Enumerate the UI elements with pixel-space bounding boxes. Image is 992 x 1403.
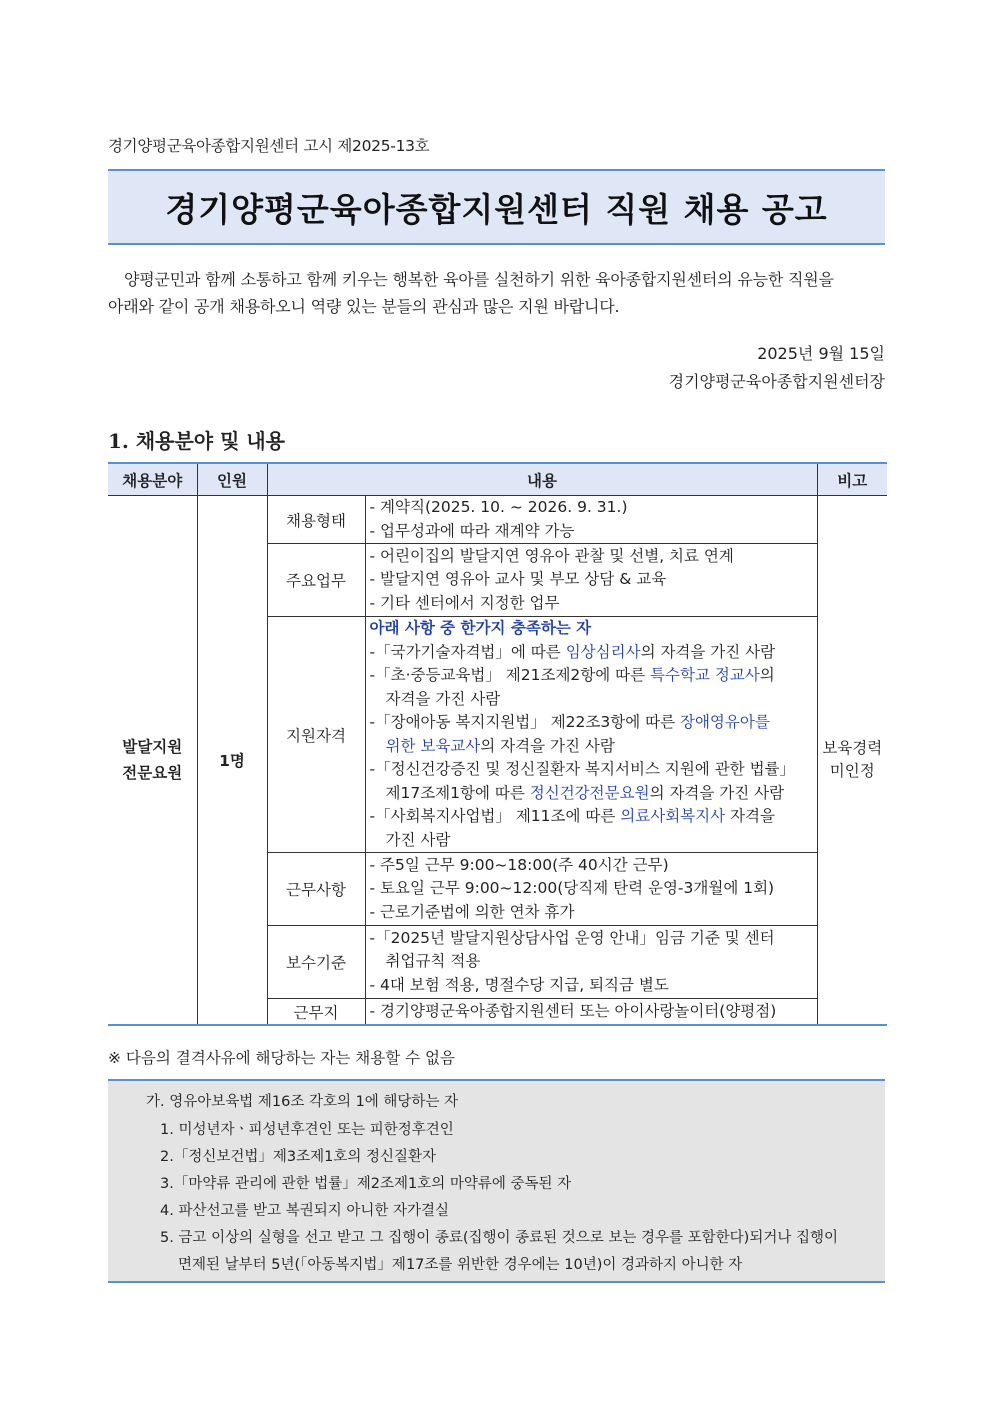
q3-highlight: 장애영유아를 — [679, 713, 770, 731]
q5-text-end: 자격을 — [725, 807, 775, 825]
q3-continuation — [370, 735, 813, 759]
q2-continuation: 자격을 가진 사람 — [385, 689, 501, 708]
intro-line-1: 양평군민과 함께 소통하고 함께 키우는 행복한 육아를 실천하기 위한 육아종합지원센터의 유능한 직원을 — [124, 270, 834, 289]
disqualification-list — [160, 1117, 875, 1279]
list-item-continuation: 면제된 날부터 5년(「아동복지법」제17조를 위반한 경우에는 10년)이 경과하지 아니한 자 — [178, 1257, 743, 1273]
list-item: 1. 미성년자ㆍ피성년후견인 또는 피한정후견인 — [160, 1122, 454, 1138]
label-qualification: 지원자격 — [267, 617, 365, 853]
list-item — [370, 805, 813, 829]
list-item: -「정신건강증진 및 정신질환자 복지서비스 지원에 관한 법률」 — [369, 760, 796, 778]
list-item: - 기타 센터에서 지정한 업무 — [369, 593, 560, 612]
list-item: - 계약직(2025. 10. ~ 2026. 9. 31.) — [369, 498, 628, 516]
q5-text: -「사회복지사업법」 제11조에 따른 — [369, 807, 621, 825]
q4-continuation — [370, 782, 813, 806]
content-working-conditions — [365, 853, 817, 926]
persons-cell: 1명 — [197, 496, 267, 1026]
q3-highlight-cont: 위한 보육교사 — [385, 736, 481, 755]
list-item: - 토요일 근무 9:00~12:00(당직제 탄력 운영-3개월에 1회) — [369, 879, 775, 898]
q1-text-end: 의 자격을 가진 사람 — [640, 642, 776, 661]
header-field: 채용분야 — [108, 463, 197, 496]
list-item — [370, 664, 813, 688]
q4-highlight: 정신건강전문요원 — [529, 783, 650, 802]
q5-continuation: 가진 사람 — [385, 830, 451, 849]
pay-continuation: 취업규칙 적용 — [385, 952, 481, 971]
q1-text: -「국가기술자격법」에 따른 — [369, 642, 566, 661]
label-workplace: 근무지 — [267, 999, 365, 1026]
title-banner — [108, 169, 885, 245]
content-employment-type — [365, 496, 817, 544]
list-item: - 발달지연 영유아 교사 및 부모 상담 & 교육 — [369, 570, 667, 589]
content-pay — [365, 926, 817, 999]
list-item: - 경기양평군육아종합지원센터 또는 아이사랑놀이터(양평점) — [369, 1001, 777, 1020]
page-title: 경기양평군육아종합지원센터 직원 채용 공고 — [165, 189, 828, 229]
content-qualification — [365, 617, 817, 853]
list-item: 2.「정신보건법」제3조제1호의 정신질환자 — [160, 1149, 436, 1165]
list-item: - 4대 보험 적용, 명절수당 지급, 퇴직금 별도 — [369, 975, 669, 994]
list-item — [370, 641, 813, 665]
disqualification-box — [108, 1079, 885, 1283]
q2-text-end: 의 — [759, 666, 775, 684]
list-item: 5. 금고 이상의 실형을 선고 받고 그 집행이 종료(집행이 종료된 것으로 보는 경우를 포함한다)되거나 집행이 — [160, 1230, 838, 1246]
notice-number: 경기양평군육아종합지원센터 고시 제2025-13호 — [108, 137, 430, 155]
label-employment-type: 채용형태 — [267, 496, 365, 544]
intro-paragraph — [108, 266, 886, 320]
q1-highlight: 임상심리사 — [565, 642, 641, 661]
section-heading: 1. 채용분야 및 내용 — [108, 429, 286, 453]
issuer: 경기양평군육아종합지원센터장 — [668, 372, 885, 391]
q2-text: -「초·중등교육법」 제21조제2항에 따른 — [369, 666, 651, 684]
content-main-duties — [365, 544, 817, 617]
list-item: - 근로기준법에 의한 연차 휴가 — [369, 902, 575, 921]
disqualification-note: ※ 다음의 결격사유에 해당하는 자는 채용할 수 없음 — [108, 1049, 455, 1067]
field-cell — [108, 496, 197, 1026]
q3-text-end: 의 자격을 가진 사람 — [480, 736, 615, 755]
q5-highlight: 의료사회복지사 — [620, 807, 726, 825]
notice-date: 2025년 9월 15일 — [757, 344, 885, 363]
list-item: -「2025년 발달지원상담사업 운영 안내」임금 기준 및 센터 — [369, 928, 775, 947]
remark-cell — [817, 496, 887, 1026]
list-item: - 어린이집의 발달지연 영유아 관찰 및 선별, 치료 연계 — [369, 546, 734, 565]
header-content: 내용 — [267, 463, 817, 496]
q3-text: -「장애아동 복지지원법」 제22조3항에 따른 — [369, 713, 680, 731]
list-item — [370, 711, 813, 735]
q4-text-end: 의 자격을 가진 사람 — [649, 783, 785, 802]
content-workplace — [365, 999, 817, 1026]
list-item: 3.「마약류 관리에 관한 법률」제2조제1호의 마약류에 중독된 자 — [160, 1176, 572, 1192]
recruitment-table — [108, 462, 887, 1026]
list-item: 4. 파산선고를 받고 복권되지 아니한 자가결실 — [160, 1203, 450, 1219]
remark-line2: 미인정 — [829, 762, 875, 780]
q4-text: 제17조제1항에 따른 — [385, 783, 530, 802]
label-main-duties: 주요업무 — [267, 544, 365, 617]
label-pay: 보수기준 — [267, 926, 365, 999]
list-item: - 주5일 근무 9:00~18:00(주 40시간 근무) — [369, 855, 669, 874]
table-row — [108, 496, 887, 544]
disqualification-heading: 가. 영유아보육법 제16조 각호의 1에 해당하는 자 — [146, 1094, 459, 1110]
header-persons: 인원 — [197, 463, 267, 496]
intro-line-2: 아래와 같이 공개 채용하오니 역량 있는 분들의 관심과 많은 지원 바랍니다. — [108, 297, 620, 316]
remark-line1: 보육경력 — [822, 738, 883, 757]
qualification-lead: 아래 사항 중 한가지 충족하는 자 — [369, 619, 592, 637]
list-item: - 업무성과에 따라 재계약 가능 — [369, 521, 575, 540]
q2-highlight: 특수학교 정교사 — [650, 666, 760, 684]
header-remark: 비고 — [817, 463, 887, 496]
label-working-conditions: 근무사항 — [267, 853, 365, 926]
field-name-line1: 발달지원 — [122, 738, 183, 756]
field-name-line2: 전문요원 — [122, 764, 183, 782]
table-header-row — [108, 463, 887, 496]
